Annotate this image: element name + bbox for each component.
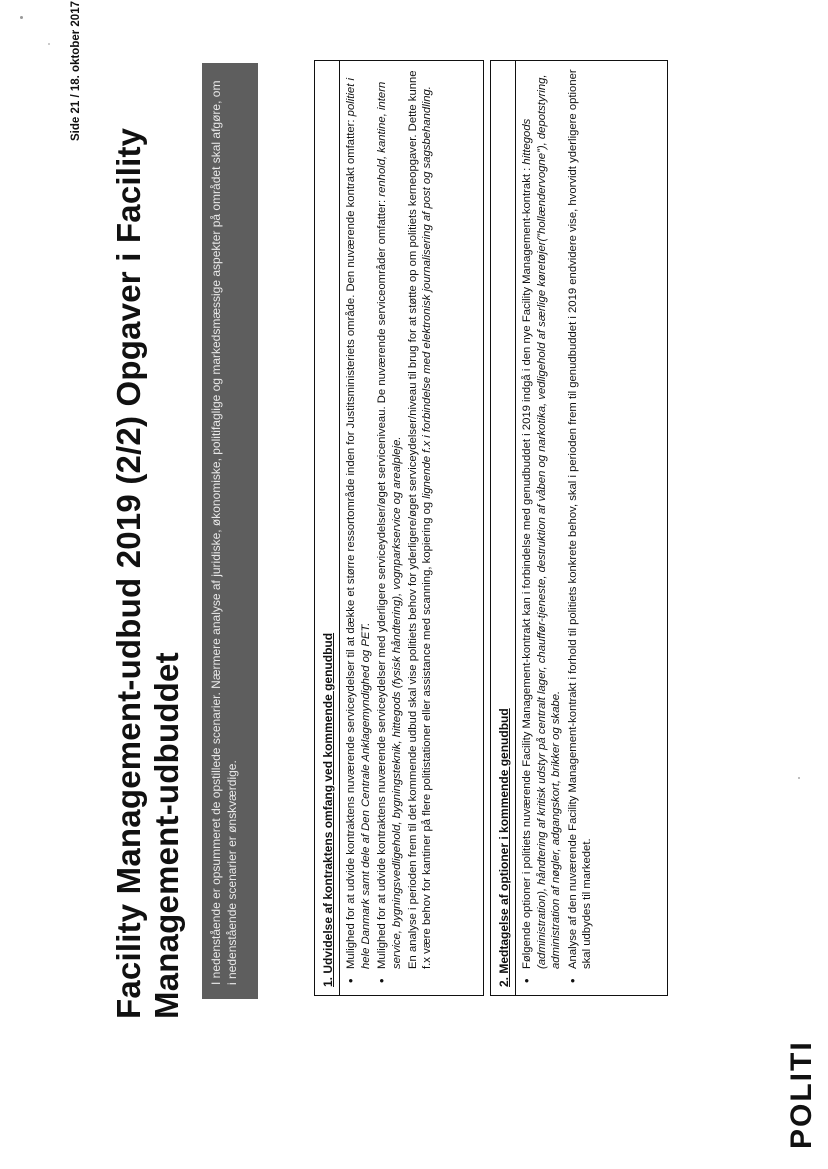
section-1-divider <box>339 61 340 995</box>
section-box-1 <box>314 60 484 996</box>
politi-logo: POLITI <box>785 1040 818 1149</box>
section-2-bullet-1 <box>520 69 563 969</box>
section-1-heading: 1. Udvidelse af kontraktens omfang ved kommende genudbud <box>321 632 335 987</box>
section-1-list <box>344 69 404 987</box>
intro-banner <box>202 63 258 999</box>
scan-speck <box>20 16 23 19</box>
scan-speck <box>48 43 50 45</box>
section-2-heading: 2. Medtagelse af optioner i kommende genudbud <box>497 708 511 987</box>
section-1-bullet-2 <box>375 69 404 969</box>
section-2-bullet-1-emphasis: hittegods (administration), håndtering af kritisk udstyr på centralt lager, chauffør-tjeneste, destruktion af våben og narkotika, vedligehold af særlige køretøjer(”hollændervogne”), depotstyring, administration af nøgler, adgangskort, brikker og skabe. <box>521 74 563 969</box>
page-footer: Side 21 / 18. oktober 2017 <box>70 1 82 141</box>
section-1-paragraph-emphasis: lignende f.x i forbindelse med elektronisk journalisering af post og sagsbehandling. <box>421 86 434 499</box>
section-box-2 <box>490 60 668 996</box>
section-1-paragraph <box>406 69 435 969</box>
section-1-paragraph-text: En analyse i perioden frem til det kommende udbud skal vise politiets behov for yderligere/øget serviceydelser/niveau til brug for at støtte op om politiets kerneopgaver. Dette kunne f.x være behov for kantiner på flere politistationer eller assistance med scanning, kopiering og <box>407 70 434 969</box>
section-2-bullet-1-text: Følgende optioner i politiets nuværende Facility Management-kontrakt kan i forbindelse med genudbuddet i 2019 indgå i den nye Facility Management-kontrakt : <box>521 164 534 969</box>
section-1-bullet-2-emphasis: renhold, kantine, intern service, bygningsvedligehold, bygningsteknik, hittegods (fysisk håndtering), vognparkservice og arealpleje. <box>376 81 403 969</box>
section-2-bullet-2-text: Analyse af den nuværende Facility Management-kontrakt i forhold til politiets konkrete behov, skal i perioden frem til genudbuddet i 2019 endvidere vise, hvorvidt yderligere optioner skal udbydes til markedet. <box>566 69 594 969</box>
section-2-bullet-2 <box>566 69 595 969</box>
section-1-bullet-1 <box>344 69 373 969</box>
scan-speck <box>798 777 800 779</box>
section-1-bullet-2-text: Mulighed for at udvide kontraktens nuværende serviceydelser med yderligere serviceydelser/øget serviceniveau. De nuværende serviceområder omfatter: <box>376 196 389 969</box>
section-2-list <box>520 69 594 987</box>
intro-banner-text: I nedenstående er opsummeret de opstillede scenarier. Nærmere analyse af juridiske, økonomiske, politifaglige og markedsmæssige aspekter på området skal afgøre, om i nedenstående scenarier er ønskværdige. <box>209 80 239 985</box>
section-1-bullet-1-emphasis: politiet i hele Danmark samt dele af Den Centrale Anklagemyndighed og PET. <box>345 78 372 969</box>
section-2-divider <box>515 61 516 995</box>
page-title: Facility Management-udbud 2019 (2/2) Opgaver i Facility Management-udbuddet <box>110 127 185 1019</box>
section-1-bullet-1-text: Mulighed for at udvide kontraktens nuværende serviceydelser til at dække et større ressortområde inden for Justitsministeriets område. Den nuværende kontrakt omfatter: <box>345 116 358 969</box>
